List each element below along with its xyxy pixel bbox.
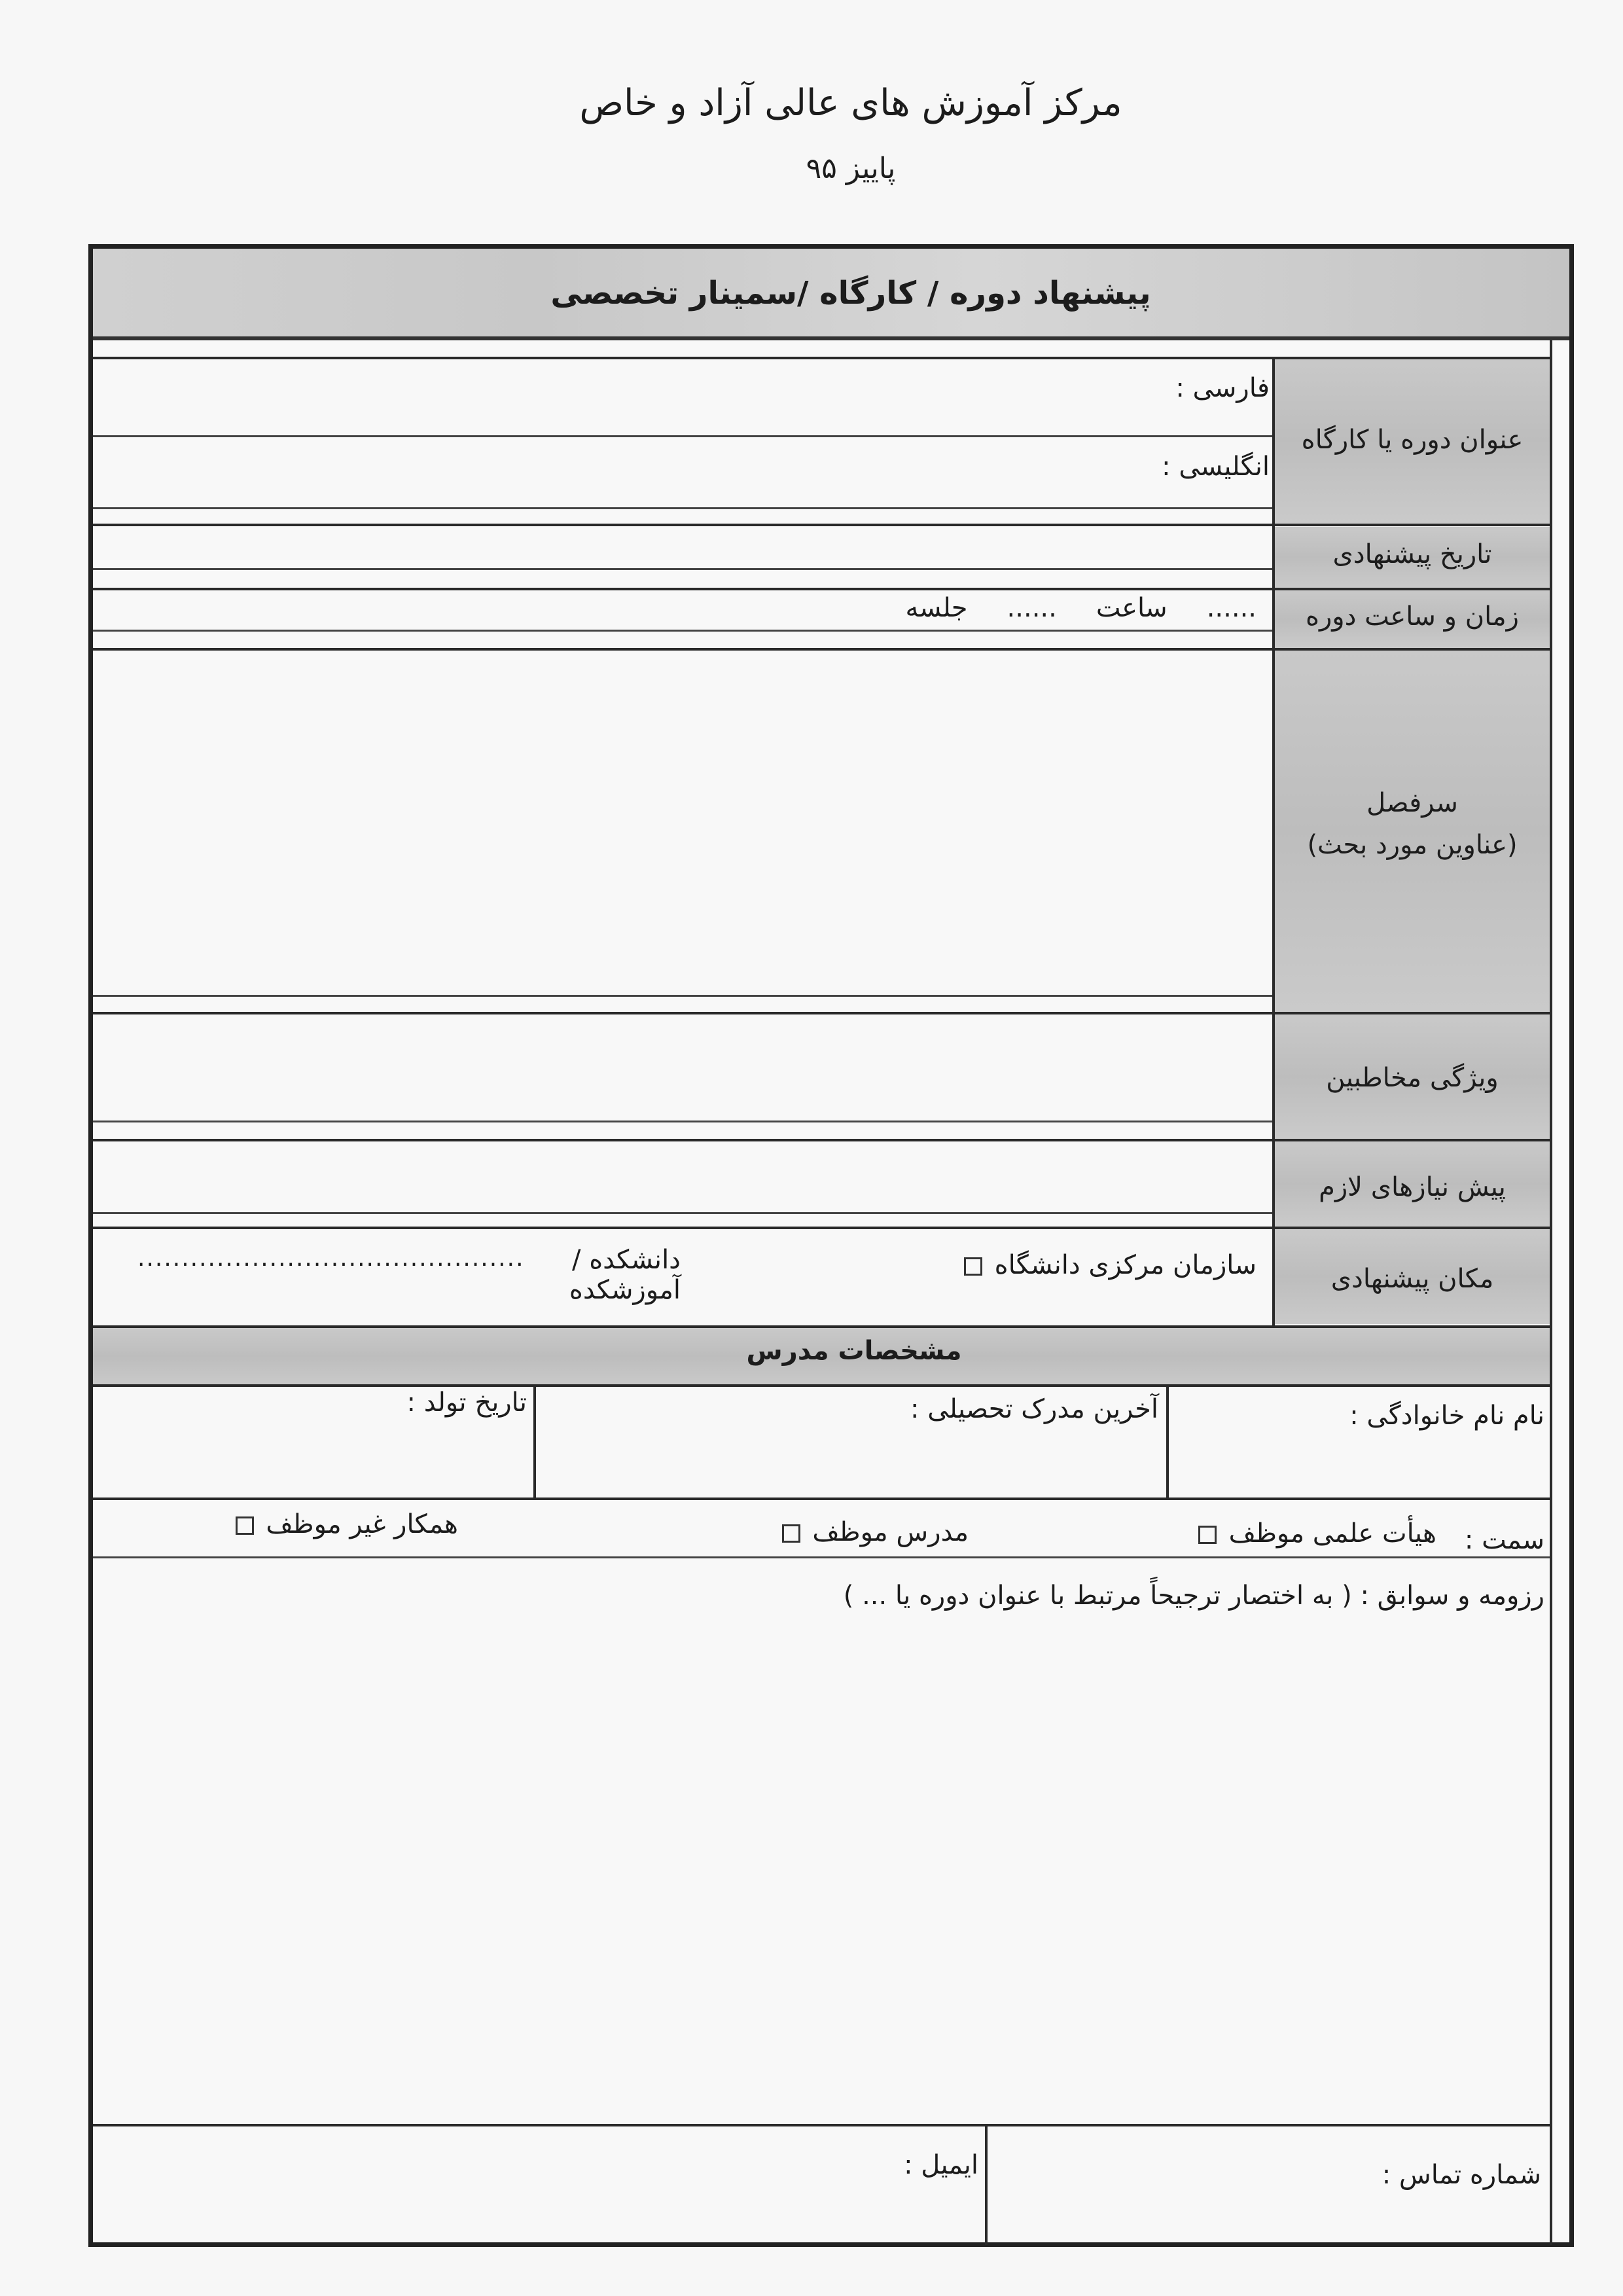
row-line	[93, 1556, 1550, 1558]
row-line	[93, 2124, 1550, 2126]
row-line	[93, 357, 1550, 359]
prerequisites-label: پیش نیازهای لازم	[1319, 1172, 1506, 1202]
row-line	[93, 1325, 1550, 1328]
row-line	[93, 568, 1272, 570]
row-line	[93, 524, 1550, 526]
proposed-date-label: تاریخ پیشنهادی	[1332, 539, 1492, 569]
row-line	[93, 1227, 1550, 1229]
row-line	[93, 435, 1272, 437]
hours-dots: ......	[1206, 593, 1257, 623]
row-line	[93, 1121, 1272, 1122]
position-option-instructor-label: مدرس موظف	[812, 1517, 969, 1547]
cell-divider	[533, 1384, 536, 1498]
position-option-instructor[interactable]	[720, 1517, 969, 1547]
right-border-line	[1550, 340, 1552, 2245]
central-org-label: سازمان مرکزی دانشگاه	[994, 1250, 1257, 1280]
central-org-option[interactable]	[929, 1250, 1257, 1280]
faculty-checkbox[interactable]	[1198, 1526, 1217, 1544]
faculty-dots: ............................................	[137, 1245, 525, 1272]
row-line	[93, 1384, 1550, 1387]
schedule-field[interactable]	[851, 593, 1257, 623]
outline-subtitle: (عناوین مورد بحث)	[1307, 830, 1518, 860]
institute-title: مرکز آموزش های عالی آزاد و خاص	[579, 82, 1122, 124]
faculty-option[interactable]	[137, 1245, 681, 1305]
position-option-faculty-label: هیأت علمی موظف	[1228, 1518, 1436, 1549]
hours-label: ساعت	[1096, 593, 1168, 623]
faculty-label: دانشکده / آموزشکده	[569, 1245, 681, 1305]
term-subtitle: پاییز ۹۵	[806, 152, 896, 185]
instructor-checkbox[interactable]	[782, 1524, 800, 1543]
position-option-faculty[interactable]	[1142, 1518, 1436, 1549]
english-title-field[interactable]: انگلیسی :	[1162, 452, 1270, 482]
phone-field[interactable]: شماره تماس :	[1382, 2160, 1541, 2190]
form-title: پیشنهاد دوره / کارگاه /سمینار تخصصی	[550, 275, 1151, 312]
outline-label	[1275, 782, 1550, 866]
sessions-dots: ......	[1007, 593, 1057, 623]
row-line	[93, 995, 1272, 997]
row-line	[93, 1012, 1550, 1014]
row-line	[93, 1212, 1272, 1214]
position-option-nonstaff-label: همکار غیر موظف	[266, 1509, 458, 1539]
location-label: مکان پیشنهادی	[1330, 1264, 1494, 1294]
row-line	[93, 1139, 1550, 1141]
email-field[interactable]: ایمیل :	[904, 2150, 978, 2180]
row-line	[93, 648, 1550, 651]
cell-divider	[985, 2124, 988, 2245]
position-label: سمت :	[1464, 1525, 1544, 1555]
farsi-title-field[interactable]: فارسی :	[1175, 373, 1270, 403]
course-title-label: عنوان دوره یا کارگاه	[1301, 425, 1524, 455]
row-line	[93, 630, 1272, 632]
position-option-nonstaff[interactable]	[170, 1509, 458, 1539]
birth-date-field[interactable]: تاریخ تولد :	[406, 1388, 527, 1418]
outline-title: سرفصل	[1366, 788, 1458, 818]
resume-field[interactable]: رزومه و سوابق : ( به اختصار ترجیحاً مرتبط با عنوان دوره یا ... )	[843, 1581, 1544, 1611]
row-line	[93, 507, 1272, 509]
central-org-checkbox[interactable]	[964, 1257, 982, 1276]
audience-label: ویژگی مخاطبین	[1326, 1063, 1499, 1093]
last-degree-field[interactable]: آخرین مدرک تحصیلی :	[910, 1394, 1158, 1424]
schedule-label: زمان و ساعت دوره	[1305, 601, 1519, 632]
sessions-label: جلسه	[905, 593, 968, 623]
row-line	[93, 1498, 1550, 1500]
nonstaff-checkbox[interactable]	[236, 1516, 254, 1535]
full-name-field[interactable]: نام نام خانوادگی :	[1349, 1401, 1544, 1431]
row-line	[93, 588, 1550, 590]
instructor-section-title: مشخصات مدرس	[746, 1336, 962, 1366]
cell-divider	[1166, 1384, 1169, 1498]
